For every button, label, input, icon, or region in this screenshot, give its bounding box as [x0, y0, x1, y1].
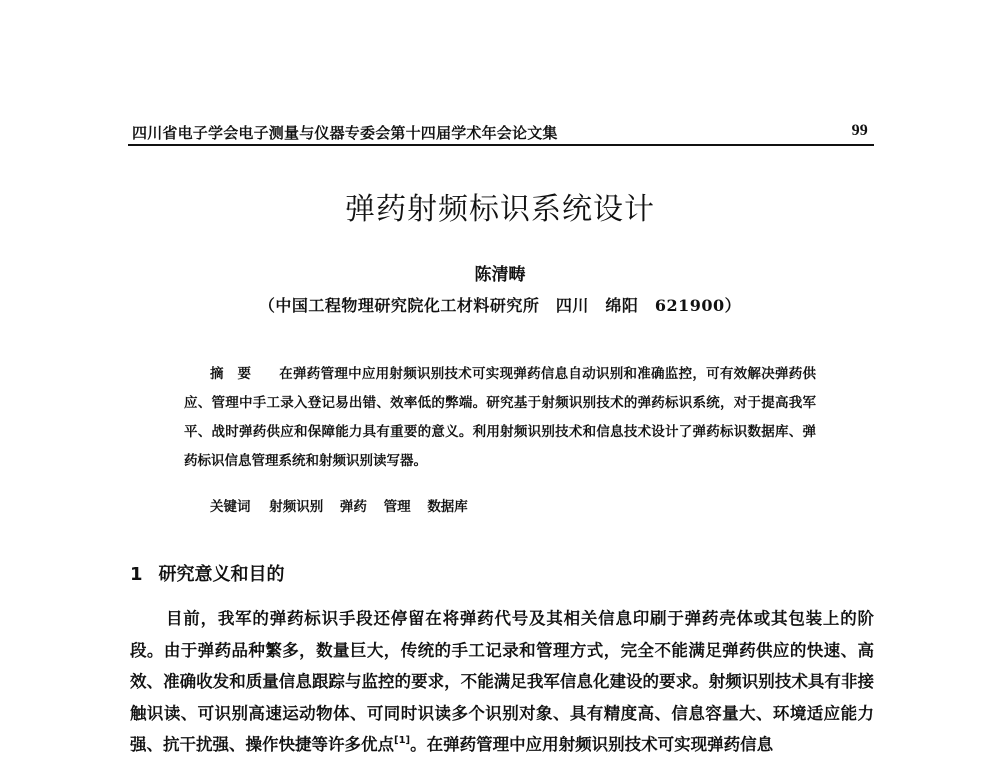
page-number: 99: [851, 122, 868, 139]
keyword: 数据库: [427, 499, 468, 515]
keyword: 射频识别: [269, 499, 324, 515]
keyword: 管理: [383, 499, 411, 515]
citation-reference[interactable]: [1]: [394, 735, 411, 746]
keywords-label: 关键词: [210, 499, 251, 515]
abstract: [184, 360, 816, 476]
keyword: 弹药: [339, 499, 367, 515]
running-header: [132, 122, 872, 142]
paper-title: 弹药射频标识系统设计: [345, 192, 655, 227]
paragraph-text: 目前，我军的弹药标识手段还停留在将弹药代号及其相关信息印刷于弹药壳体或其包装上的阶段。由于弹药品种繁多，数量巨大，传统的手工记录和管理方式，完全不能满足弹药供应的快速、高效、准确收发和质量信息跟踪与监控的要求，不能满足我军信息化建设的要求。射频识别技术具有非接触识读、可识别高速运动物体、可同时识读多个识别对象、具有精度高、信息容量大、环境适应能力强、抗干扰强、操作快捷等许多优点: [130, 609, 874, 754]
proceedings-title: 四川省电子学会电子测量与仪器专委会第十四届学术年会论文集: [132, 124, 558, 142]
keywords: [210, 495, 480, 515]
author-affiliation: （中国工程物理研究院化工材料研究所 四川 绵阳 621900）: [258, 296, 742, 315]
section-paragraph: [130, 603, 874, 760]
abstract-label: 摘要: [210, 366, 265, 382]
section-number: 1: [130, 564, 143, 585]
section-title: 研究意义和目的: [158, 564, 285, 585]
abstract-text: 在弹药管理中应用射频识别技术可实现弹药信息自动识别和准确监控，可有效解决弹药供应、管理中手工录入登记易出错、效率低的弊端。研究基于射频识别技术的弹药标识系统，对于提高我军平、战时弹药供应和保障能力具有重要的意义。利用射频识别技术和信息技术设计了弹药标识数据库、弹药标识信息管理系统和射频识别读写器。: [184, 366, 816, 469]
paragraph-text-continued: 。在弹药管理中应用射频识别技术可实现弹药信息: [410, 735, 774, 754]
author-name: 陈清畴: [474, 265, 526, 285]
section-heading: [130, 560, 285, 586]
header-rule: [128, 144, 874, 146]
